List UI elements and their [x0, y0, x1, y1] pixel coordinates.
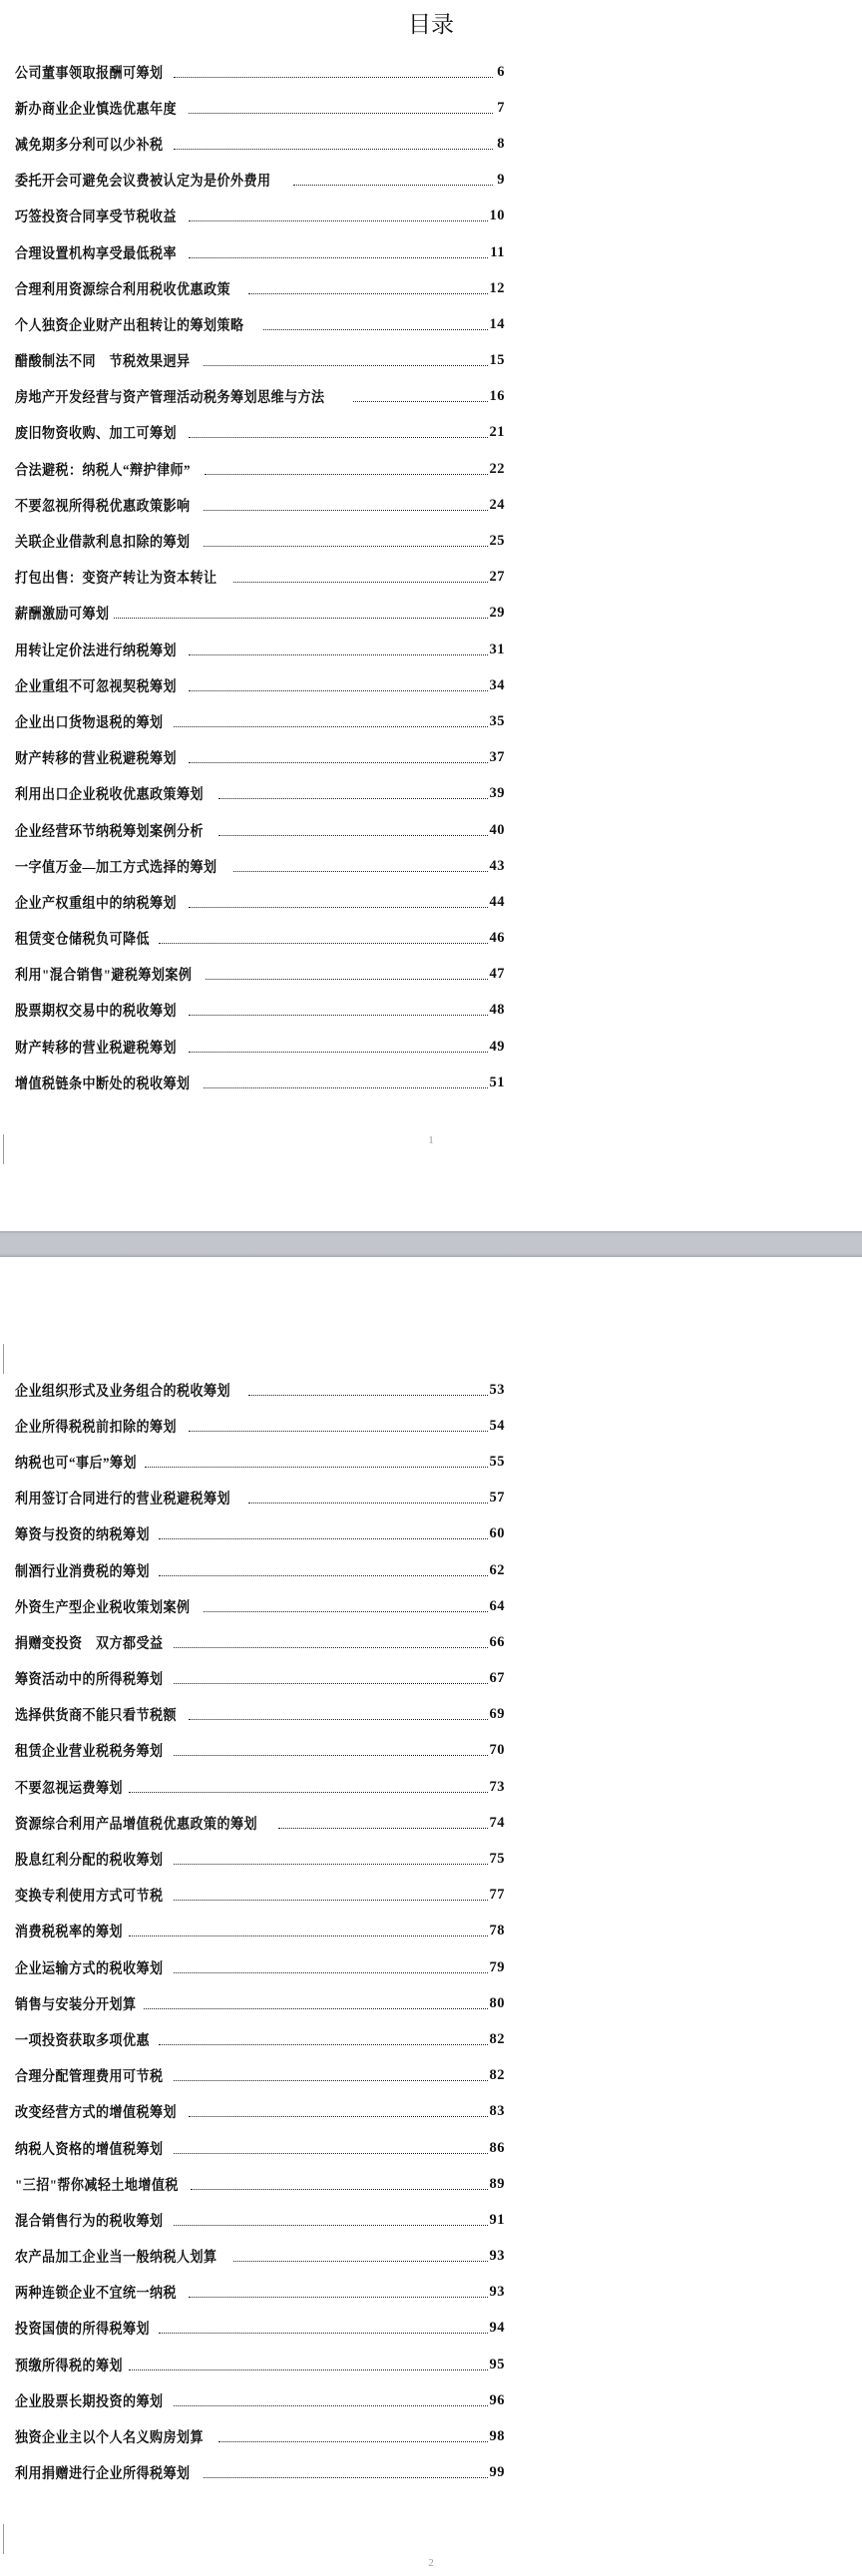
dot-leader [114, 618, 488, 619]
dot-leader [174, 2405, 488, 2406]
toc-entry[interactable] [15, 1733, 505, 1769]
toc-entry-page[interactable]: 99 [489, 2464, 505, 2481]
toc-entry[interactable] [15, 2418, 505, 2454]
toc-entry-page[interactable]: 78 [489, 1923, 505, 1939]
toc-title: 目录 [408, 12, 454, 38]
dot-leader [189, 654, 488, 655]
toc-entry-page[interactable]: 66 [489, 1633, 505, 1650]
toc-entry-title[interactable]: 变换专利使用方式可节税 [15, 1889, 164, 1906]
toc-entry[interactable] [15, 1029, 505, 1065]
toc-entry[interactable] [15, 90, 505, 126]
toc-entry-page[interactable]: 69 [489, 1706, 505, 1723]
toc-entry-page[interactable]: 67 [489, 1670, 505, 1687]
toc-entry[interactable] [15, 2275, 505, 2311]
dot-leader [263, 329, 488, 330]
toc-entry-page[interactable]: 74 [489, 1814, 505, 1831]
toc-entry-page[interactable]: 49 [489, 1038, 505, 1055]
toc-entry[interactable] [15, 2202, 505, 2238]
dot-leader [189, 220, 488, 221]
toc-entry[interactable] [15, 1065, 505, 1100]
toc-entry[interactable] [15, 1878, 505, 1914]
toc-entry-page[interactable]: 79 [489, 1958, 505, 1975]
toc-entry-page[interactable]: 80 [489, 1994, 505, 2011]
toc-entry[interactable] [15, 776, 505, 812]
dot-leader [189, 437, 488, 438]
toc-entry[interactable] [15, 560, 505, 596]
dot-leader [159, 943, 488, 944]
toc-entry-page[interactable]: 35 [489, 712, 505, 729]
dot-leader [159, 2044, 488, 2045]
toc-entry-page[interactable]: 82 [489, 2067, 505, 2084]
dot-leader [218, 835, 488, 836]
toc-entry-title[interactable]: 纳税也可“事后”筹划 [15, 1455, 137, 1472]
toc-entry[interactable] [15, 343, 505, 379]
toc-entry[interactable] [15, 884, 505, 920]
toc-entry-title[interactable]: 醋酸制法不同 节税效果迥异 [15, 354, 191, 371]
dot-leader [189, 2297, 488, 2298]
toc-entry-title[interactable]: 投资国债的所得税筹划 [15, 2322, 150, 2339]
toc-entry-title[interactable]: 预缴所得税的筹划 [15, 2358, 123, 2374]
toc-entry[interactable] [15, 379, 505, 415]
dot-leader [174, 1683, 488, 1684]
dot-leader [145, 1467, 488, 1468]
toc-entry-page[interactable]: 39 [489, 785, 505, 802]
toc-entry[interactable] [15, 2347, 505, 2382]
toc-entry-page[interactable]: 12 [489, 279, 505, 296]
toc-entry-title[interactable]: 企业出口货物退税的筹划 [15, 714, 164, 731]
dot-leader [204, 365, 488, 366]
dot-leader [233, 2261, 488, 2262]
toc-entry-page[interactable]: 96 [489, 2391, 505, 2408]
toc-entry-page[interactable]: 54 [489, 1417, 505, 1434]
toc-entry-page[interactable]: 86 [489, 2139, 505, 2156]
toc-entry-page[interactable]: 98 [489, 2428, 505, 2445]
toc-entry-page[interactable]: 10 [489, 208, 505, 224]
toc-entry[interactable] [15, 812, 505, 848]
dot-leader [174, 77, 493, 78]
toc-entry[interactable] [15, 54, 505, 90]
toc-entry[interactable] [15, 2166, 505, 2202]
toc-entry-page[interactable]: 7 [497, 99, 505, 116]
dot-leader [174, 1864, 488, 1865]
toc-entry[interactable] [15, 1661, 505, 1697]
toc-entry-title[interactable]: 筹资与投资的纳税筹划 [15, 1527, 150, 1544]
toc-entry[interactable] [15, 1481, 505, 1516]
toc-entry-page[interactable]: 57 [489, 1490, 505, 1506]
toc-entry[interactable] [15, 740, 505, 776]
dot-leader [174, 2225, 488, 2226]
dot-leader [233, 871, 488, 872]
toc-entry[interactable] [15, 596, 505, 632]
toc-entry-page[interactable]: 83 [489, 2103, 505, 2120]
toc-entry[interactable] [15, 1949, 505, 1985]
toc-entry-title[interactable]: 混合销售行为的税收筹划 [15, 2213, 164, 2230]
dot-leader [204, 510, 488, 511]
toc-entry-title[interactable]: 企业所得税税前扣除的筹划 [15, 1419, 177, 1436]
dot-leader [174, 2153, 488, 2154]
toc-entry-page[interactable]: 27 [489, 569, 505, 586]
toc-entry-title[interactable]: 个人独资企业财产出租转让的筹划策略 [15, 317, 244, 334]
toc-entry[interactable] [15, 2021, 505, 2057]
dot-leader [174, 1755, 488, 1756]
toc-entry-title[interactable]: 房地产开发经营与资产管理活动税务筹划思维与方法 [15, 390, 325, 407]
toc-entry-title[interactable]: 销售与安装分开划算 [15, 1996, 137, 2013]
toc-entry-page[interactable]: 75 [489, 1851, 505, 1868]
toc-entry-page[interactable]: 77 [489, 1887, 505, 1904]
toc-entry[interactable] [15, 1372, 505, 1408]
dot-leader [205, 474, 488, 475]
dot-leader [189, 1431, 488, 1432]
dot-leader [174, 1972, 488, 1973]
toc-entry-title[interactable]: 减免期多分利可以少补税 [15, 137, 164, 154]
toc-entry-title[interactable]: 一项投资获取多项优惠 [15, 2032, 150, 2049]
toc-entry-page[interactable]: 16 [489, 388, 505, 405]
dot-leader [189, 1719, 488, 1720]
toc-entry-title[interactable]: 外资生产型企业税收策划案例 [15, 1599, 191, 1616]
toc-entry-page[interactable]: 95 [489, 2356, 505, 2372]
toc-entry-title[interactable]: 利用签订合同进行的营业税避税筹划 [15, 1492, 230, 1508]
toc-entry-page[interactable]: 24 [489, 496, 505, 513]
toc-entry-title[interactable]: "三招"帮你减轻土地增值税 [15, 2177, 179, 2194]
toc-entry-title[interactable]: 租赁企业营业税税务筹划 [15, 1744, 164, 1761]
dot-leader [248, 1395, 488, 1396]
dot-leader [293, 185, 493, 186]
dot-leader [204, 2477, 488, 2478]
toc-entry-title[interactable]: 企业产权重组中的纳税筹划 [15, 895, 177, 912]
toc-entry-page[interactable]: 53 [489, 1381, 505, 1398]
toc-entry[interactable] [15, 234, 505, 270]
dot-leader [353, 401, 488, 402]
toc-entry-title[interactable]: 不要忽视运费筹划 [15, 1780, 123, 1797]
toc-entry-title[interactable]: 农产品加工企业当一般纳税人划算 [15, 2250, 217, 2267]
toc-entry-title[interactable]: 用转让定价法进行纳税筹划 [15, 643, 177, 659]
toc-entry-title[interactable]: 选择供货商不能只看节税额 [15, 1708, 177, 1725]
dot-leader [159, 2333, 488, 2334]
toc-entry-title[interactable]: 企业股票长期投资的筹划 [15, 2393, 164, 2410]
toc-entry-title[interactable]: 股息红利分配的税收筹划 [15, 1853, 164, 1870]
toc-entry[interactable] [15, 1697, 505, 1733]
toc-entry[interactable] [15, 1588, 505, 1624]
dot-leader [204, 546, 488, 547]
toc-entry-title[interactable]: 企业组织形式及业务组合的税收筹划 [15, 1383, 230, 1400]
dot-leader [278, 1828, 488, 1829]
toc-entry[interactable] [15, 1444, 505, 1480]
toc-entry-page[interactable]: 15 [489, 352, 505, 369]
toc-entry[interactable] [15, 199, 505, 234]
toc-entry[interactable] [15, 523, 505, 559]
page-separator [0, 1231, 862, 1257]
toc-entry-page[interactable]: 73 [489, 1778, 505, 1795]
toc-entry[interactable] [15, 126, 505, 162]
toc-entry-page[interactable]: 11 [490, 243, 505, 260]
toc-entry-title[interactable]: 纳税人资格的增值税筹划 [15, 2141, 164, 2158]
toc-entry-title[interactable]: 企业运输方式的税收筹划 [15, 1960, 164, 1977]
toc-entry-title[interactable]: 消费税税率的筹划 [15, 1925, 123, 1941]
toc-entry[interactable] [15, 1805, 505, 1841]
toc-entry[interactable] [15, 2239, 505, 2275]
toc-entry-title[interactable]: 一字值万金—加工方式选择的筹划 [15, 859, 217, 876]
toc-entry-page[interactable]: 22 [489, 460, 505, 477]
dot-leader [189, 690, 488, 691]
toc-list-page-1 [15, 54, 505, 1100]
toc-entry-title[interactable]: 筹资活动中的所得税筹划 [15, 1672, 164, 1689]
toc-entry-page[interactable]: 60 [489, 1525, 505, 1542]
toc-entry[interactable] [15, 1769, 505, 1805]
dot-leader [189, 257, 488, 258]
toc-entry[interactable] [15, 306, 505, 342]
toc-entry[interactable] [15, 270, 505, 306]
toc-entry[interactable] [15, 2311, 505, 2347]
toc-entry-page[interactable]: 46 [489, 930, 505, 947]
toc-entry-title[interactable]: 废旧物资收购、加工可筹划 [15, 426, 177, 443]
toc-entry-page[interactable]: 64 [489, 1597, 505, 1614]
dot-leader [206, 979, 487, 980]
toc-entry-page[interactable]: 43 [489, 857, 505, 874]
dot-leader [129, 1792, 488, 1793]
toc-entry-title[interactable]: 公司董事领取报酬可筹划 [15, 65, 164, 82]
toc-entry[interactable] [15, 632, 505, 667]
toc-entry[interactable] [15, 1914, 505, 1949]
toc-entry-page[interactable]: 40 [489, 821, 505, 838]
toc-entry[interactable] [15, 993, 505, 1029]
toc-entry-title[interactable]: 两种连锁企业不宜统一纳税 [15, 2286, 177, 2303]
dot-leader [174, 1647, 488, 1648]
toc-entry-title[interactable]: 打包出售：变资产转让为资本转让 [15, 571, 217, 588]
toc-entry[interactable] [15, 487, 505, 523]
toc-entry[interactable] [15, 1985, 505, 2021]
toc-entry[interactable] [15, 2130, 505, 2166]
toc-entry-title[interactable]: 财产转移的营业税避税筹划 [15, 751, 177, 768]
toc-entry[interactable] [15, 2455, 505, 2491]
dot-leader [189, 762, 488, 763]
toc-entry-title[interactable]: 捐赠变投资 双方都受益 [15, 1635, 164, 1652]
toc-entry-page[interactable]: 47 [489, 966, 505, 983]
toc-entry-title[interactable]: 合理分配管理费用可节税 [15, 2069, 164, 2086]
toc-entry-title[interactable]: 利用"混合销售"避税筹划案例 [15, 968, 193, 985]
page-number: 1 [428, 1134, 434, 1146]
toc-entry-title[interactable]: 增值税链条中断处的税收筹划 [15, 1075, 191, 1092]
dot-leader [189, 2116, 488, 2117]
dot-leader [159, 1538, 488, 1539]
toc-entry-page[interactable]: 48 [489, 1002, 505, 1019]
dot-leader [174, 726, 488, 727]
dot-leader [174, 1900, 488, 1901]
page-corner-mark [0, 2524, 4, 2554]
page-corner-mark [0, 1344, 4, 1374]
toc-entry-page[interactable]: 31 [489, 641, 505, 657]
page-number: 2 [428, 2557, 434, 2569]
dot-leader [174, 2080, 488, 2081]
toc-entry-page[interactable]: 93 [489, 2284, 505, 2301]
dot-leader [189, 1052, 488, 1053]
toc-entry-page[interactable]: 89 [489, 2175, 505, 2192]
toc-entry[interactable] [15, 2382, 505, 2418]
toc-entry[interactable] [15, 921, 505, 957]
toc-entry-page[interactable]: 21 [489, 424, 505, 441]
document-page-1 [0, 0, 862, 1231]
toc-entry-title[interactable]: 企业经营环节纳税筹划案例分析 [15, 823, 204, 840]
toc-entry-page[interactable]: 6 [497, 63, 505, 80]
toc-entry-page[interactable]: 34 [489, 676, 505, 693]
toc-entry-page[interactable]: 29 [489, 605, 505, 622]
toc-list-page-2 [15, 1372, 505, 2491]
toc-entry-title[interactable]: 合理设置机构享受最低税率 [15, 245, 177, 262]
toc-entry-title[interactable]: 改变经营方式的增值税筹划 [15, 2105, 177, 2122]
toc-entry[interactable] [15, 1841, 505, 1877]
dot-leader [204, 1087, 488, 1088]
toc-entry-title[interactable]: 企业重组不可忽视契税筹划 [15, 678, 177, 695]
toc-entry-title[interactable]: 新办商业企业慎选优惠年度 [15, 101, 177, 118]
toc-entry-page[interactable]: 91 [489, 2211, 505, 2228]
dot-leader [218, 2441, 488, 2442]
toc-entry[interactable] [15, 451, 505, 487]
dot-leader [218, 798, 488, 799]
toc-entry[interactable] [15, 2094, 505, 2130]
dot-leader [174, 149, 493, 150]
toc-entry-page[interactable]: 94 [489, 2320, 505, 2337]
dot-leader [144, 2008, 488, 2009]
toc-entry-page[interactable]: 44 [489, 893, 505, 910]
toc-entry[interactable] [15, 1624, 505, 1660]
toc-entry[interactable] [15, 1408, 505, 1444]
toc-entry[interactable] [15, 1516, 505, 1552]
dot-leader [191, 2189, 487, 2190]
toc-entry-title[interactable]: 利用出口企业税收优惠政策筹划 [15, 787, 204, 804]
toc-entry[interactable] [15, 2058, 505, 2094]
toc-entry-page[interactable]: 82 [489, 2030, 505, 2047]
toc-entry[interactable] [15, 957, 505, 993]
toc-entry[interactable] [15, 848, 505, 884]
toc-entry-page[interactable]: 62 [489, 1561, 505, 1578]
toc-entry-page[interactable]: 93 [489, 2248, 505, 2265]
toc-entry-title[interactable]: 利用捐赠进行企业所得税筹划 [15, 2466, 191, 2483]
dot-leader [248, 293, 488, 294]
toc-entry-page[interactable]: 9 [497, 172, 505, 189]
dot-leader [189, 1015, 488, 1016]
toc-entry-page[interactable]: 14 [489, 315, 505, 332]
document-page-2 [0, 1257, 862, 2576]
dot-leader [189, 113, 493, 114]
toc-entry-page[interactable]: 51 [489, 1073, 505, 1090]
toc-entry-title[interactable]: 委托开会可避免会议费被认定为是价外费用 [15, 174, 271, 191]
toc-entry-page[interactable]: 55 [489, 1453, 505, 1470]
toc-entry-title[interactable]: 巧签投资合同享受节税收益 [15, 210, 177, 226]
dot-leader [189, 907, 488, 908]
dot-leader [233, 582, 488, 583]
toc-entry[interactable] [15, 163, 505, 199]
dot-leader [204, 1611, 488, 1612]
toc-entry-title[interactable]: 薪酬激励可筹划 [15, 607, 110, 624]
toc-entry-title[interactable]: 租赁变仓储税负可降低 [15, 932, 150, 949]
toc-entry[interactable] [15, 703, 505, 739]
toc-entry[interactable] [15, 667, 505, 703]
toc-entry-title[interactable]: 合法避税：纳税人“辩护律师” [15, 462, 191, 479]
toc-entry-title[interactable]: 财产转移的营业税避税筹划 [15, 1040, 177, 1057]
dot-leader [129, 1935, 488, 1936]
toc-entry[interactable] [15, 415, 505, 451]
dot-leader [129, 2369, 488, 2370]
toc-entry-page[interactable]: 25 [489, 533, 505, 550]
toc-entry-title[interactable]: 合理利用资源综合利用税收优惠政策 [15, 281, 230, 298]
toc-entry-title[interactable]: 关联企业借款利息扣除的筹划 [15, 535, 191, 552]
toc-entry-title[interactable]: 不要忽视所得税优惠政策影响 [15, 498, 191, 515]
toc-entry-title[interactable]: 股票期权交易中的税收筹划 [15, 1004, 177, 1021]
toc-entry[interactable] [15, 1552, 505, 1588]
toc-entry-title[interactable]: 独资企业主以个人名义购房划算 [15, 2430, 204, 2447]
dot-leader [159, 1575, 488, 1576]
toc-entry-page[interactable]: 37 [489, 749, 505, 766]
toc-entry-page[interactable]: 70 [489, 1742, 505, 1759]
toc-entry-page[interactable]: 8 [497, 135, 505, 152]
toc-entry-title[interactable]: 制酒行业消费税的筹划 [15, 1563, 150, 1580]
toc-entry-title[interactable]: 资源综合利用产品增值税优惠政策的筹划 [15, 1816, 257, 1833]
